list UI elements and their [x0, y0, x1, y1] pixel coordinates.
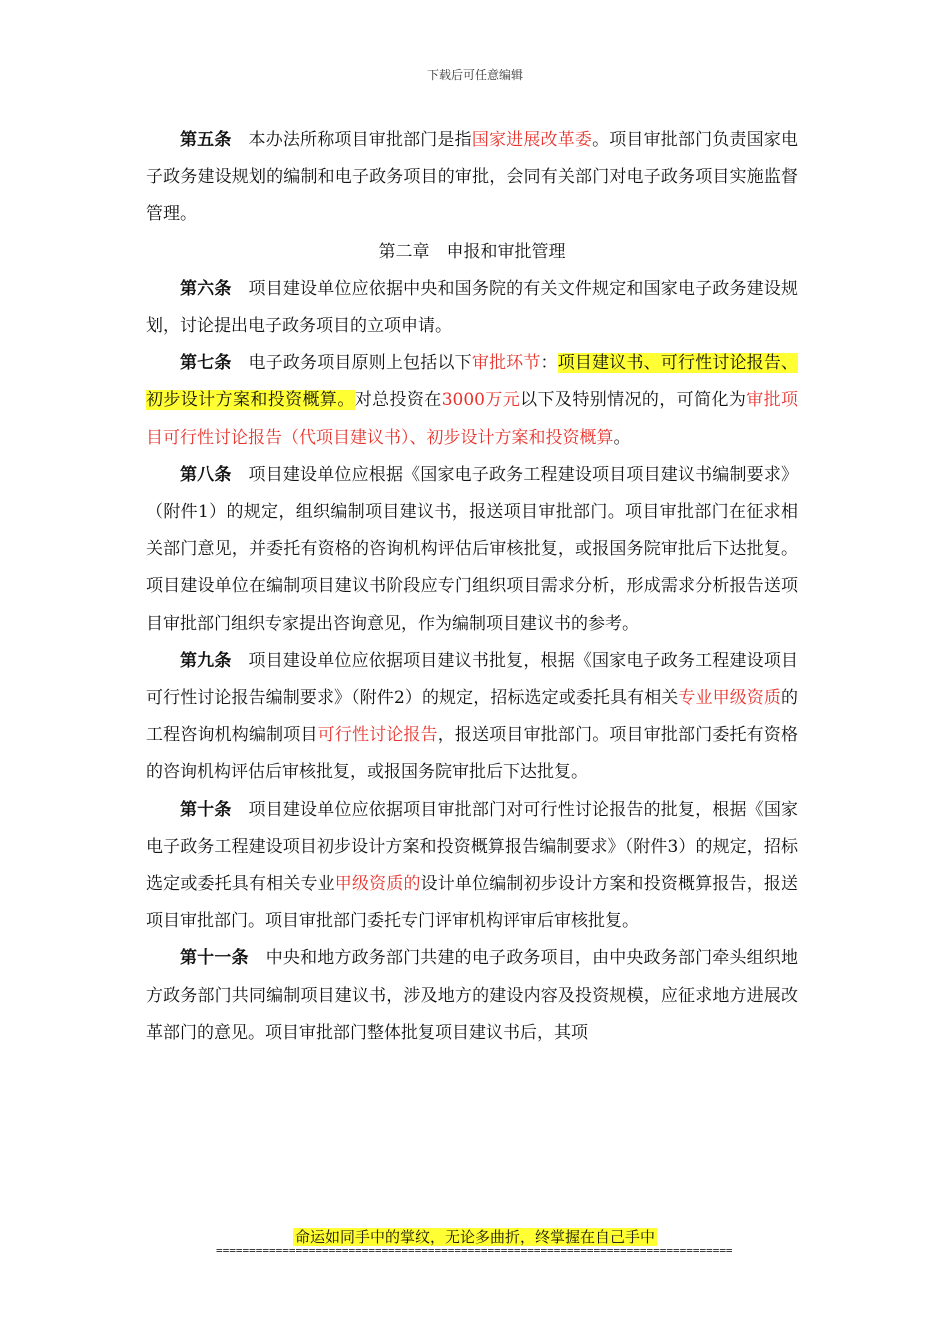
emphasis-red: 审批环节	[471, 353, 541, 374]
article-text: ：	[540, 353, 558, 374]
article-text: 以下及特别情况的，可简化为	[520, 390, 747, 411]
footer-motto-text: 命运如同手中的掌纹，无论多曲折，终掌握在自己手中	[294, 1228, 655, 1246]
article-7	[146, 345, 798, 457]
article-text: 的工程咨询机构编制项目	[146, 688, 799, 746]
article-label: 第七条	[180, 353, 232, 374]
article-text: 。	[613, 427, 631, 448]
emphasis-red: 可行性讨论报告	[317, 725, 438, 746]
article-text: 项目建设单位应根据《国家电子政务工程建设项目项目建议书编制要求》（附件1）的规定，组织编制项目建议书，报送项目审批部门。项目审批部门在征求相关部门意见，并委托有资格的咨询机构评估后审核批复，或报国务院审批后下达批复。项目建设单位在编制项目建议书阶段应专门组织项目需求分析，形成需求分析报告送项目审批部门组织专家提出咨询意见，作为编制项目建议书的参考。	[146, 464, 799, 634]
article-text: 对总投资在	[354, 390, 442, 411]
article-text: 项目建设单位应依据中央和国务院的有关文件规定和国家电子政务建设规划，讨论提出电子政务项目的立项申请。	[146, 278, 799, 337]
article-5	[146, 122, 798, 234]
article-text: 。项目审批部门负责国家电子政务建设规划的编制和电子政务项目的审批，会同有关部门对电子政务项目实施监督管理。	[146, 130, 799, 225]
article-text: 项目建设单位应依据项目审批部门对可行性讨论报告的批复，根据《国家电子政务工程建设项目初步设计方案和投资概算报告编制要求》（附件3）的规定，招标选定或委托具有相关专业	[146, 799, 799, 895]
emphasis-red: 专业甲级资质	[678, 688, 782, 709]
article-text: 项目建设单位应依据项目建议书批复，根据《国家电子政务工程建设项目可行性讨论报告编制要求》（附件2）的规定，招标选定或委托具有相关	[146, 650, 799, 709]
article-label: 第六条	[180, 278, 232, 299]
header-note: 下载后可任意编辑	[426, 68, 523, 82]
article-9	[146, 643, 798, 792]
article-label: 第九条	[180, 650, 232, 671]
article-text: 本办法所称项目审批部门是指	[248, 130, 472, 150]
emphasis-red: 审批项目可行性讨论报告（代项目建议书）、初步设计方案和投资概算	[146, 390, 799, 448]
article-8	[146, 457, 798, 643]
footer-rule: ==============================================================================	[216, 1244, 733, 1257]
chapter-heading: 第二章 申报和审批管理	[378, 241, 566, 262]
article-text: 中央和地方政务部门共建的电子政务项目，由中央政务部门牵头组织地方政务部门共同编制项目建议书，涉及地方的建设内容及投资规模，应征求地方进展改革部门的意见。项目审批部门整体批复项目建议书后，其项	[146, 948, 799, 1043]
article-11	[146, 940, 798, 1052]
emphasis-red: 国家进展改革委	[471, 130, 593, 150]
emphasis-red: 甲级资质的	[334, 874, 421, 895]
emphasis-red: 3000万元	[441, 390, 521, 411]
article-text: ，报送项目审批部门。项目审批部门委托有资格的咨询机构评估后审核批复，或报国务院审批后下达批复。	[146, 725, 799, 783]
article-text: 电子政务项目原则上包括以下	[248, 353, 472, 374]
article-label: 第十条	[180, 799, 232, 820]
article-6	[146, 271, 798, 345]
highlighted-text: 项目建议书、可行性讨论报告、初步设计方案和投资概算。	[146, 353, 799, 411]
document-body	[146, 122, 798, 1052]
article-label: 第十一条	[180, 948, 249, 969]
article-10	[146, 792, 798, 941]
article-label: 第八条	[180, 464, 232, 485]
article-label: 第五条	[180, 130, 232, 150]
article-text: 设计单位编制初步设计方案和投资概算报告，报送项目审批部门。项目审批部门委托专门评审机构评审后审核批复。	[146, 874, 799, 932]
